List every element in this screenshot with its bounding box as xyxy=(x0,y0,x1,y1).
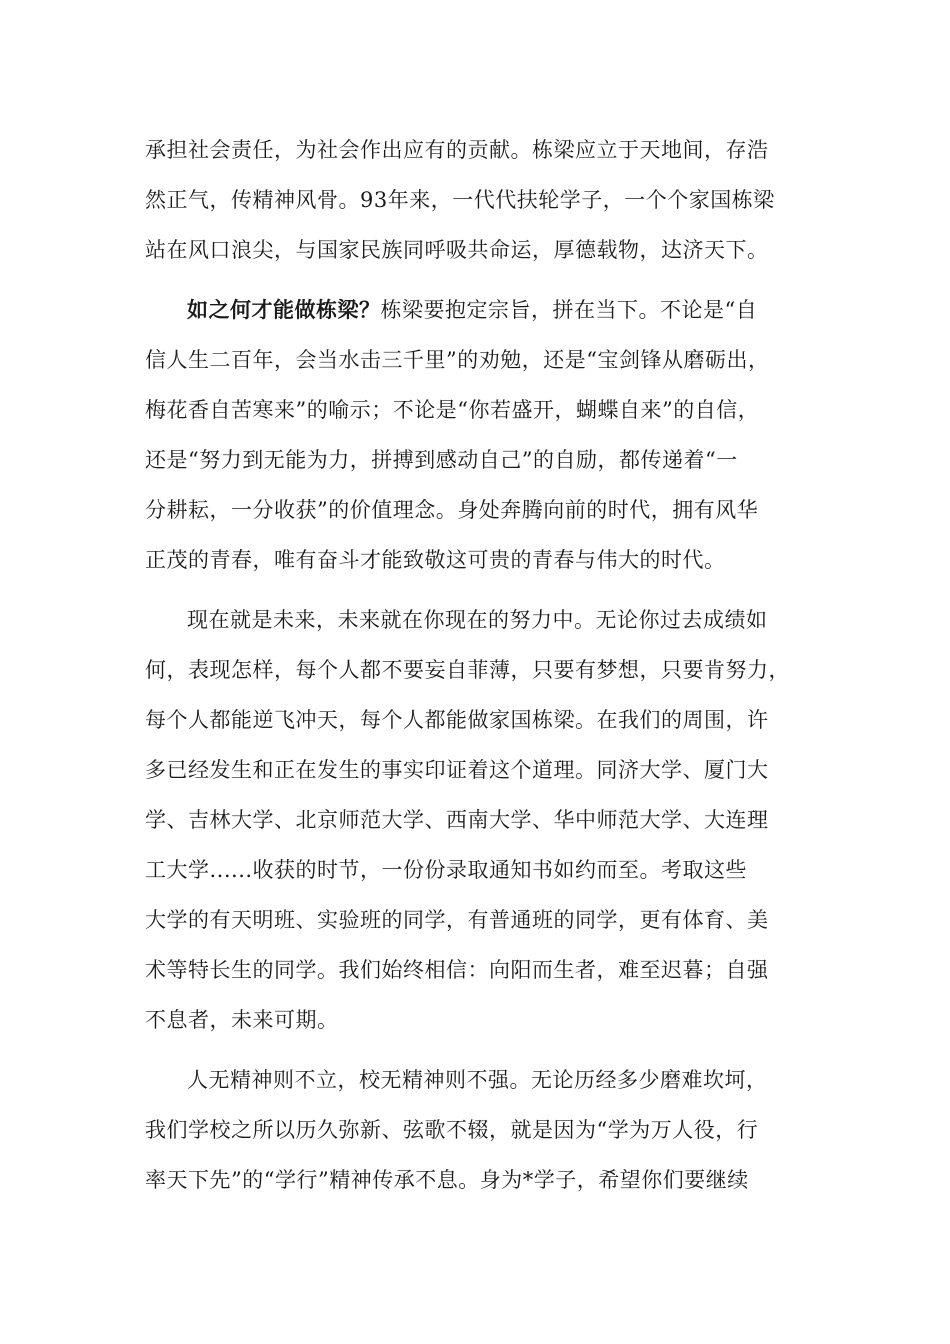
paragraph-3-line-5: 学、吉林大学、北京师范大学、西南大学、华中师范大学、大连理 xyxy=(145,808,769,832)
paragraph-1-line-1: 承担社会责任，为社会作出应有的贡献。栋梁应立于天地间，存浩 xyxy=(145,138,769,162)
paragraph-3-first-line-text: 现在就是未来，未来就在你现在的努力中。无论你过去成绩如 xyxy=(187,608,768,632)
paragraph-3-line-9: 不息者，未来可期。 xyxy=(145,1008,339,1032)
paragraph-gap xyxy=(145,275,805,285)
paragraph-2-line-5: 分耕耘，一分收获”的价值理念。身处奔腾向前的时代，拥有风华 xyxy=(145,498,759,522)
paragraph-2-line-6: 正茂的青春，唯有奋斗才能致敬这可贵的青春与伟大的时代。 xyxy=(145,548,726,572)
paragraph-4-line-3: 率天下先”的“学行”精神传承不息。身为*学子，希望你们要继续 xyxy=(145,1168,749,1192)
paragraph-gap xyxy=(145,585,805,595)
paragraph-2-lead-heading: 如之何才能做栋梁？ xyxy=(187,297,381,322)
paragraph-2-line-1 xyxy=(145,285,805,335)
paragraph-2-line-2: 信人生二百年，会当水击三千里”的劝勉，还是“宝剑锋从磨砺出， xyxy=(145,348,770,372)
paragraph-3-line-6: 工大学......收获的时节，一份份录取通知书如约而至。考取这些 xyxy=(145,858,748,882)
paragraph-3-line-7: 大学的有天明班、实验班的同学，有普通班的同学，更有体育、美 xyxy=(145,908,769,932)
document-body xyxy=(145,125,805,1205)
paragraph-2-line-3: 梅花香自苦寒来”的喻示；不论是“你若盛开，蝴蝶自来”的自信， xyxy=(145,398,760,422)
paragraph-gap xyxy=(145,1045,805,1055)
paragraph-3-line-4: 多已经发生和正在发生的事实印证着这个道理。同济大学、厦门大 xyxy=(145,758,769,782)
paragraph-3-line-8: 术等特长生的同学。我们始终相信：向阳而生者，难至迟暮；自强 xyxy=(145,958,769,982)
paragraph-3-line-3: 每个人都能逆飞冲天，每个人都能做家国栋梁。在我们的周围，许 xyxy=(145,708,769,732)
paragraph-4-first-line-text: 人无精神则不立，校无精神则不强。无论历经多少磨难坎坷， xyxy=(187,1068,768,1092)
paragraph-1-line-3: 站在风口浪尖，与国家民族同呼吸共命运，厚德载物，达济天下。 xyxy=(145,238,769,262)
paragraph-3-line-1 xyxy=(145,595,805,645)
paragraph-4-line-2: 我们学校之所以历久弥新、弦歌不辍，就是因为“学为万人役，行 xyxy=(145,1118,759,1142)
paragraph-1-line-2: 然正气，传精神风骨。93年来，一代代扶轮学子，一个个家国栋梁 xyxy=(145,188,775,212)
paragraph-3-line-2: 何，表现怎样，每个人都不要妄自菲薄，只要有梦想，只要肯努力， xyxy=(145,658,790,682)
paragraph-2-line-4: 还是“努力到无能为力，拼搏到感动自己”的自励，都传递着“一 xyxy=(145,448,738,472)
paragraph-4-line-1 xyxy=(145,1055,805,1105)
paragraph-2-first-line-text: 栋梁要抱定宗旨，拼在当下。不论是“自 xyxy=(380,298,758,322)
